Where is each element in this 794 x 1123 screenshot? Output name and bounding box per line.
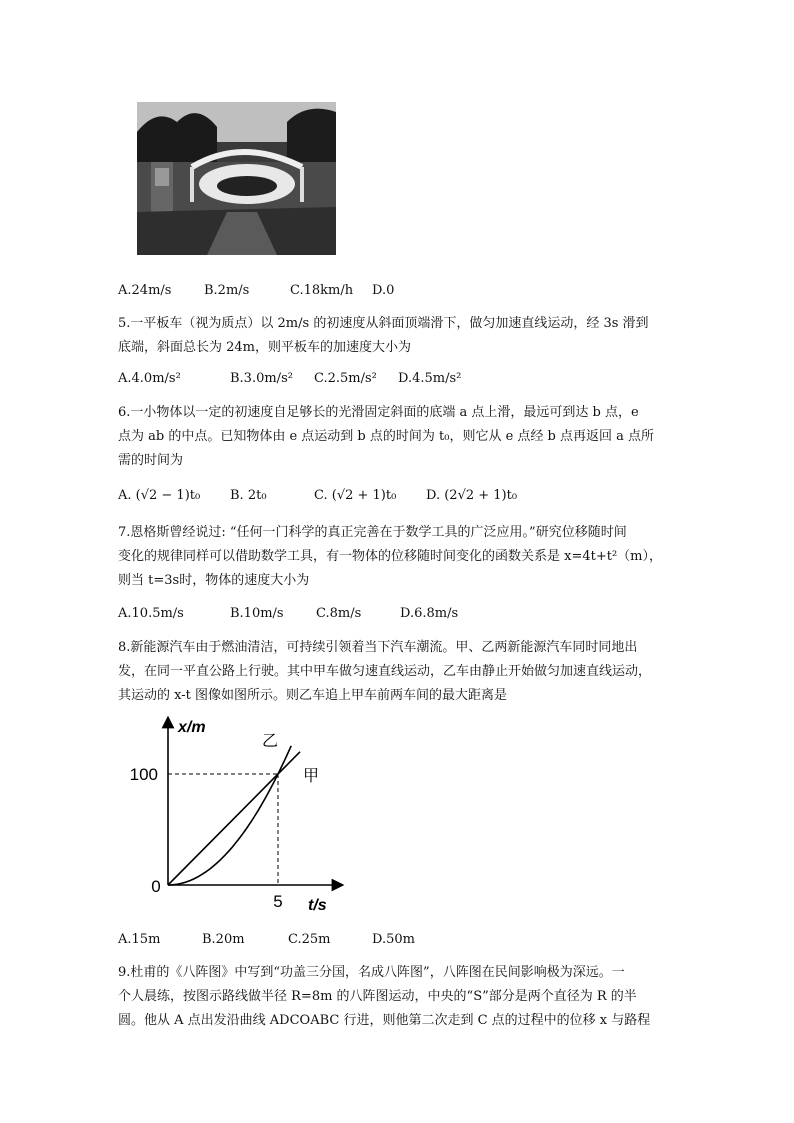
bridge-photo (137, 102, 336, 255)
q9-line-2: 个人晨练，按图示路线做半径 R=8m 的八阵图运动，中央的“S”部分是两个直径为 R 的半 (118, 989, 637, 1004)
q9-line-1: 9.杜甫的《八阵图》中写到“功盖三分国，名成八阵图”，八阵图在民间影响极为深远。一 (118, 965, 625, 980)
x-tick-label-0: 0 (151, 877, 161, 896)
q8-line-1: 8.新能源汽车由于燃油清洁，可持续引领着当下汽车潮流。甲、乙两新能源汽车同时同地出 (118, 640, 638, 655)
q8-line-2: 发，在同一平直公路上行驶。其中甲车做匀速直线运动，乙车由静止开始做匀加速直线运动， (118, 664, 652, 679)
q5-options (118, 371, 461, 387)
q6-options (118, 488, 517, 504)
y-tick-label-100: 100 (129, 765, 158, 784)
series-yi-label: 乙 (262, 733, 279, 750)
q7-option-a[interactable]: A.10.5m/s (118, 606, 184, 621)
q8-option-b[interactable]: B.20m (202, 932, 245, 947)
q7-line-1: 7.恩格斯曾经说过: “任何一门科学的真正完善在于数学工具的广泛应用。”研究位移随时间 (118, 525, 627, 540)
q6-line-1: 6.一小物体以一定的初速度自足够长的光滑固定斜面的底端 a 点上滑，最远可到达 b 点，e (118, 405, 639, 420)
q6-option-c[interactable]: C. (√2 + 1)t₀ (314, 488, 397, 503)
q7-line-3: 则当 t=3s时，物体的速度大小为 (118, 573, 310, 588)
series-jia-label: 甲 (303, 768, 320, 785)
x-axis-label: t/s (308, 897, 327, 914)
q4-option-c[interactable]: C.18km/h (290, 283, 354, 298)
q7-option-d[interactable]: D.6.8m/s (400, 606, 459, 621)
series-jia-line (168, 752, 300, 885)
q9-line-3: 圆。他从 A 点出发沿曲线 ADCOABC 行进，则他第二次走到 C 点的过程中的位移 x 与路程 (118, 1013, 651, 1028)
q6-line-3: 需的时间为 (118, 453, 184, 468)
q8-option-c[interactable]: C.25m (288, 932, 331, 947)
series-yi-line (168, 746, 291, 885)
q8-options (118, 932, 415, 948)
q4-options (118, 283, 394, 299)
q7-option-c[interactable]: C.8m/s (316, 606, 362, 621)
q8-line-3: 其运动的 x-t 图像如图所示。则乙车追上甲车前两车间的最大距离是 (118, 688, 507, 703)
q7-line-2: 变化的规律同样可以借助数学工具，有一物体的位移随时间变化的函数关系是 x=4t+t²（m）， (118, 549, 663, 564)
q6-option-b[interactable]: B. 2t₀ (230, 488, 267, 503)
q6-line-2: 点为 ab 的中点。已知物体由 e 点运动到 b 点的时间为 t₀，则它从 e 点经 b 点再返回 a 点所 (118, 429, 655, 444)
q5-line-2: 底端，斜面总长为 24m，则平板车的加速度大小为 (118, 340, 412, 355)
q7-option-b[interactable]: B.10m/s (230, 606, 284, 621)
q4-option-d[interactable]: D.0 (372, 283, 395, 298)
q8-option-a[interactable]: A.15m (118, 932, 161, 947)
q6-option-a[interactable]: A. (√2 − 1)t₀ (118, 488, 201, 503)
q6-option-d[interactable]: D. (2√2 + 1)t₀ (426, 488, 518, 503)
q5-line-1: 5.一平板车（视为质点）以 2m/s 的初速度从斜面顶端滑下，做匀加速直线运动，经 3s 滑到 (118, 316, 649, 331)
q5-option-a[interactable]: A.4.0m/s² (118, 371, 181, 386)
xt-chart (110, 710, 350, 920)
q4-option-b[interactable]: B.2m/s (204, 283, 250, 298)
y-axis-label: x/m (178, 719, 206, 736)
q5-option-b[interactable]: B.3.0m/s² (230, 371, 293, 386)
q5-option-d[interactable]: D.4.5m/s² (398, 371, 462, 386)
x-tick-label-5: 5 (273, 892, 283, 911)
q4-option-a[interactable]: A.24m/s (118, 283, 172, 298)
q5-option-c[interactable]: C.2.5m/s² (314, 371, 377, 386)
q7-options (118, 606, 458, 622)
q8-option-d[interactable]: D.50m (372, 932, 415, 947)
